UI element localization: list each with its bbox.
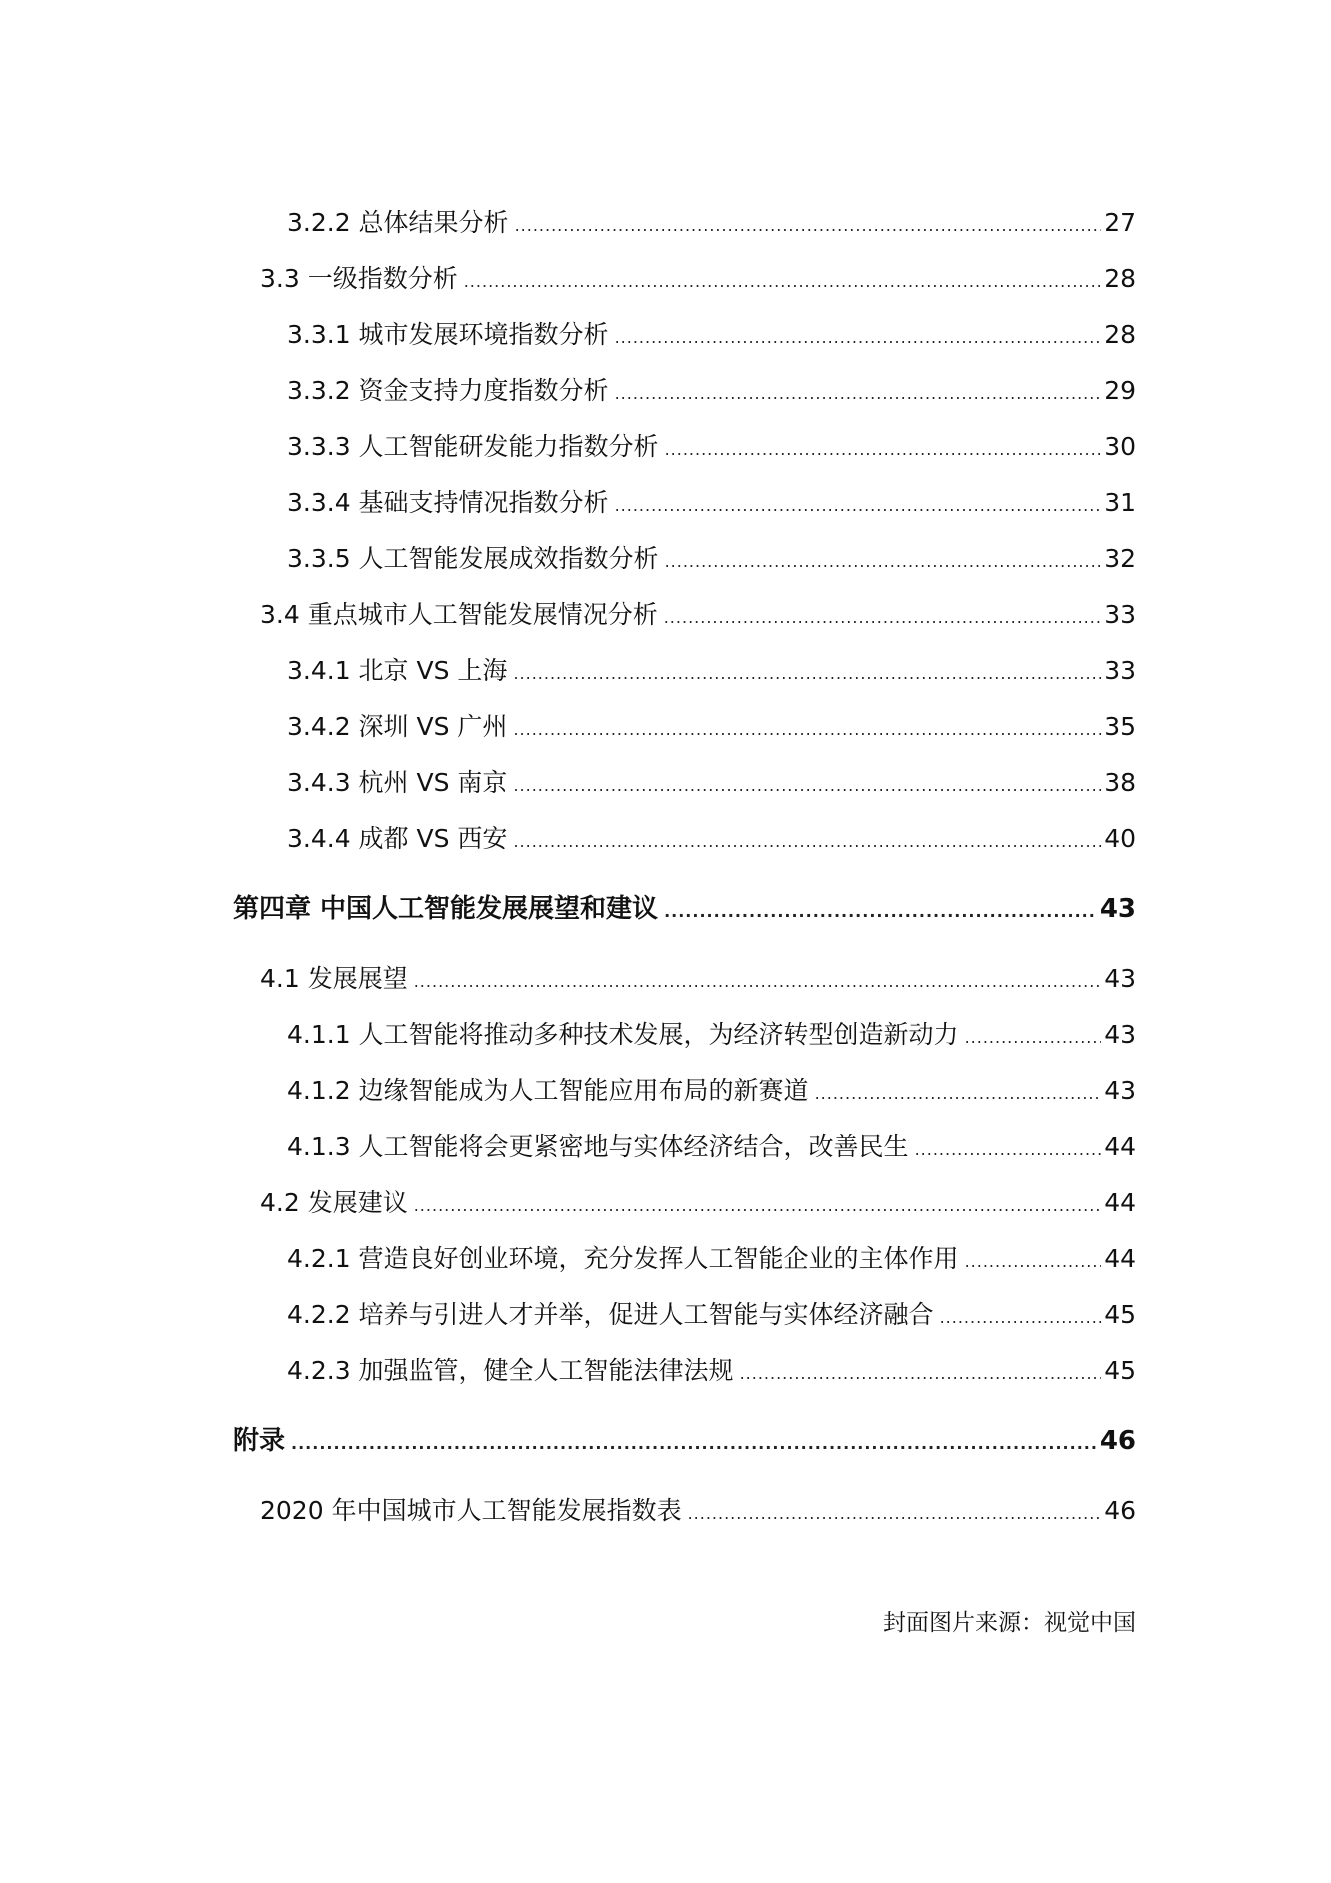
toc-chapter-entry[interactable]	[233, 892, 1136, 929]
toc-entry-page: 33	[1104, 600, 1136, 629]
toc-entry-page: 46	[1099, 1426, 1136, 1456]
toc-entry[interactable]	[287, 822, 1136, 859]
dot-leader	[513, 769, 1101, 803]
toc-entry[interactable]	[287, 710, 1136, 747]
toc-entry[interactable]	[287, 766, 1136, 803]
dot-leader	[615, 321, 1102, 355]
toc-entry[interactable]	[287, 1130, 1136, 1167]
toc-entry-title: 3.4 重点城市人工智能发展情况分析	[260, 600, 658, 629]
toc-entry-title: 3.2.2 总体结果分析	[287, 208, 509, 237]
dot-leader	[513, 825, 1101, 859]
dot-leader	[688, 1497, 1102, 1531]
toc-entry[interactable]	[260, 1186, 1136, 1223]
toc-entry-title: 3.4.4 成都 VS 西安	[287, 824, 508, 853]
dot-leader	[965, 1021, 1102, 1055]
toc-entry[interactable]	[287, 654, 1136, 691]
toc-entry-title: 2020 年中国城市人工智能发展指数表	[260, 1496, 682, 1525]
dot-leader	[414, 965, 1101, 999]
toc-entry-page: 28	[1104, 264, 1136, 293]
toc-entry-page: 33	[1104, 656, 1136, 685]
toc-entry[interactable]	[287, 374, 1136, 411]
toc-entry[interactable]	[287, 1074, 1136, 1111]
dot-leader	[664, 601, 1101, 635]
toc-entry[interactable]	[287, 1298, 1136, 1335]
toc-entry-page: 43	[1104, 1076, 1136, 1105]
toc-entry[interactable]	[287, 1354, 1136, 1391]
dot-leader	[940, 1301, 1102, 1335]
toc-entry[interactable]	[287, 1018, 1136, 1055]
toc-entry-title: 第四章 中国人工智能发展展望和建议	[233, 894, 659, 924]
toc-entry[interactable]	[260, 1494, 1136, 1531]
toc-entry-title: 3.3.5 人工智能发展成效指数分析	[287, 544, 659, 573]
toc-entry-page: 45	[1104, 1300, 1136, 1329]
toc-entry[interactable]	[287, 1242, 1136, 1279]
dot-leader	[513, 657, 1101, 691]
toc-entry[interactable]	[287, 542, 1136, 579]
dot-leader	[414, 1189, 1101, 1223]
toc-entry-title: 3.4.1 北京 VS 上海	[287, 656, 508, 685]
cover-image-source: 封面图片来源：视觉中国	[883, 1610, 1136, 1636]
toc-chapter-entry[interactable]	[233, 1424, 1136, 1461]
toc-entry-title: 3.3.2 资金支持力度指数分析	[287, 376, 609, 405]
toc-entry-page: 31	[1104, 488, 1136, 517]
toc-entry-title: 4.1 发展展望	[260, 964, 408, 993]
toc-entry-page: 35	[1104, 712, 1136, 741]
toc-entry-title: 3.4.3 杭州 VS 南京	[287, 768, 508, 797]
dot-leader	[513, 713, 1101, 747]
toc-entry-title: 3.3 一级指数分析	[260, 264, 458, 293]
toc-entry-title: 4.2.3 加强监管，健全人工智能法律法规	[287, 1356, 734, 1385]
dot-leader	[615, 489, 1102, 523]
dot-leader	[464, 265, 1101, 299]
dot-leader	[615, 377, 1102, 411]
toc-entry[interactable]	[260, 598, 1136, 635]
dot-leader	[915, 1133, 1102, 1167]
toc-entry[interactable]	[287, 318, 1136, 355]
dot-leader	[664, 895, 1097, 929]
toc-entry-title: 3.3.4 基础支持情况指数分析	[287, 488, 609, 517]
toc-entry-title: 3.3.1 城市发展环境指数分析	[287, 320, 609, 349]
toc-entry[interactable]	[287, 486, 1136, 523]
toc-entry-page: 44	[1104, 1132, 1136, 1161]
toc-entry-page: 32	[1104, 544, 1136, 573]
dot-leader	[291, 1427, 1097, 1461]
dot-leader	[965, 1245, 1102, 1279]
toc-entry-page: 44	[1104, 1244, 1136, 1273]
toc-entry-title: 4.1.2 边缘智能成为人工智能应用布局的新赛道	[287, 1076, 809, 1105]
toc-entry-title: 4.2 发展建议	[260, 1188, 408, 1217]
toc-entry-page: 29	[1104, 376, 1136, 405]
toc-entry-title: 3.4.2 深圳 VS 广州	[287, 712, 508, 741]
dot-leader	[665, 545, 1102, 579]
toc-entry-page: 44	[1104, 1188, 1136, 1217]
dot-leader	[515, 209, 1102, 243]
dot-leader	[740, 1357, 1102, 1391]
toc-entry-page: 27	[1104, 208, 1136, 237]
toc-entry-page: 30	[1104, 432, 1136, 461]
toc-entry-page: 38	[1104, 768, 1136, 797]
toc-entry[interactable]	[287, 430, 1136, 467]
toc-entry[interactable]	[260, 262, 1136, 299]
toc-entry-title: 4.2.2 培养与引进人才并举，促进人工智能与实体经济融合	[287, 1300, 934, 1329]
toc-entry-page: 40	[1104, 824, 1136, 853]
toc-entry-title: 4.1.3 人工智能将会更紧密地与实体经济结合，改善民生	[287, 1132, 909, 1161]
dot-leader	[665, 433, 1102, 467]
toc-entry-title: 附录	[233, 1426, 286, 1456]
dot-leader	[815, 1077, 1102, 1111]
toc-entry[interactable]	[260, 962, 1136, 999]
toc-entry-page: 28	[1104, 320, 1136, 349]
toc-entry-page: 43	[1104, 964, 1136, 993]
toc-entry[interactable]	[287, 206, 1136, 243]
toc-entry-title: 4.2.1 营造良好创业环境，充分发挥人工智能企业的主体作用	[287, 1244, 959, 1273]
toc-entry-page: 43	[1099, 894, 1136, 924]
toc-entry-title: 3.3.3 人工智能研发能力指数分析	[287, 432, 659, 461]
toc-entry-title: 4.1.1 人工智能将推动多种技术发展，为经济转型创造新动力	[287, 1020, 959, 1049]
toc-entry-page: 46	[1104, 1496, 1136, 1525]
toc-entry-page: 43	[1104, 1020, 1136, 1049]
toc-entry-page: 45	[1104, 1356, 1136, 1385]
